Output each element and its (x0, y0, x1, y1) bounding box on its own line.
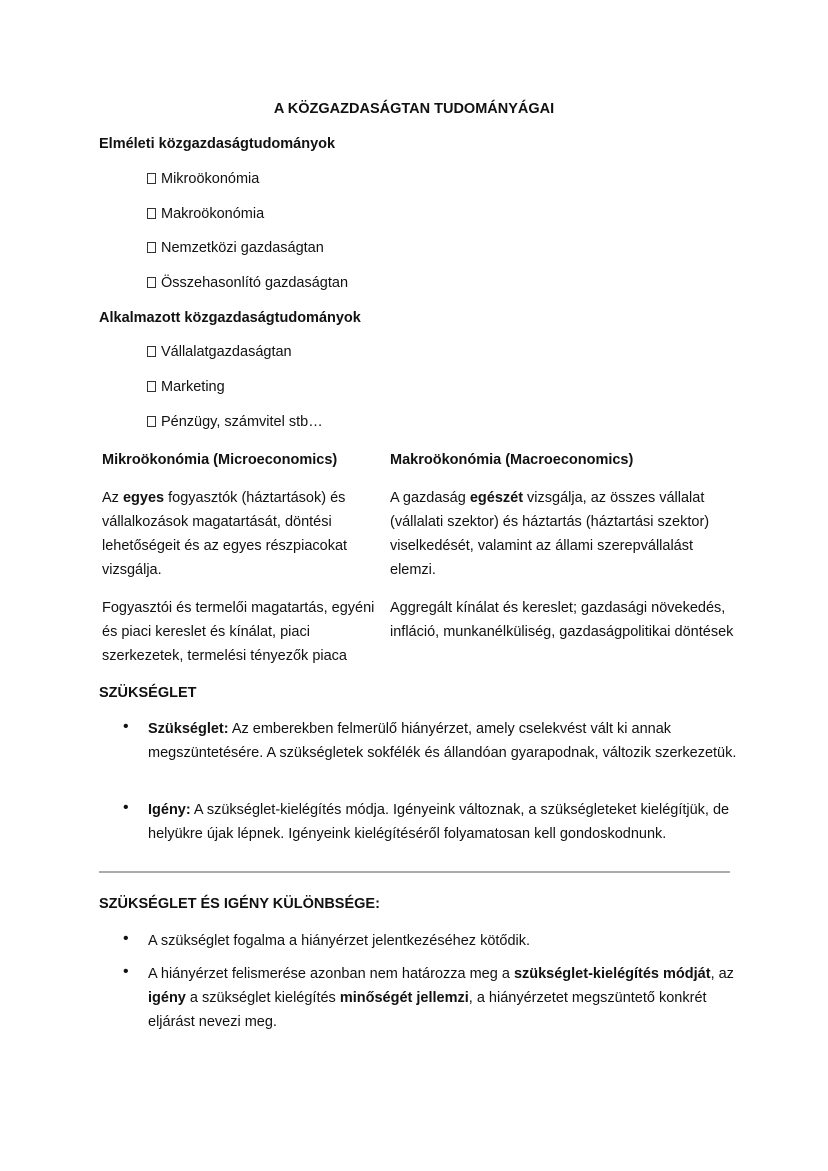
micro-topics: Fogyasztói és termelői magatartás, egyéni és piaci kereslet és kínálat, piaci szerkezetek, termelési tényezők piaca (102, 600, 375, 664)
page-title: A KÖZGAZDASÁGTAN TUDOMÁNYÁGAI (273, 101, 555, 117)
list-item: Marketing (147, 379, 225, 395)
missing-glyph-icon (147, 242, 156, 253)
list-item: Igény: A szükséglet-kielégítés módja. Igényeink változnak, a szükségleteket kielégítjük, de helyükre újak lépnek. Igényeink kielégítéséről folyamatosan kell gondoskodnunk. (148, 802, 730, 842)
macro-description: A gazdaság egészét vizsgálja, az összes vállalat (vállalati szektor) és háztartás (háztartási szektor) viselkedését, valamint az állami szerepvállalást elemzi. (390, 490, 710, 578)
missing-glyph-icon (147, 346, 156, 357)
applied-heading: Alkalmazott közgazdaságtudományok (99, 310, 361, 326)
list-item: Nemzetközi gazdaságtan (147, 240, 324, 256)
list-item: Pénzügy, számvitel stb… (147, 414, 323, 430)
micro-description: Az egyes fogyasztók (háztartások) és vállalkozások magatartását, döntési lehetőségeit és az egyes részpiacokat vizsgálja. (102, 490, 348, 578)
missing-glyph-icon (147, 381, 156, 392)
macro-topics: Aggregált kínálat és kereslet; gazdasági növekedés, infláció, munkanélküliség, gazdaságpolitikai döntések (390, 600, 734, 640)
list-item: Összehasonlító gazdaságtan (147, 275, 348, 291)
bullet-icon: • (123, 930, 129, 947)
bullet-icon: • (123, 799, 129, 816)
need-heading: SZÜKSÉGLET (99, 685, 197, 701)
missing-glyph-icon (147, 173, 156, 184)
theoretical-heading: Elméleti közgazdaságtudományok (99, 136, 336, 152)
bullet-icon: • (123, 963, 129, 980)
list-item: Mikroökonómia (147, 171, 259, 187)
list-item: Szükséglet: Az emberekben felmerülő hiányérzet, amely cselekvést vált ki annak megszüntetésére. A szükségletek sokfélék és állandóan gyarapodnak, változik szerkezetük. (148, 721, 737, 761)
list-item: A hiányérzet felismerése azonban nem határozza meg a szükséglet-kielégítés módját, az igény a szükséglet kielégítés minőségét jellemzi, a hiányérzetet megszüntető konkrét eljárást nevezi meg. (148, 966, 734, 1030)
missing-glyph-icon (147, 416, 156, 427)
list-item: Vállalatgazdaságtan (147, 344, 292, 360)
missing-glyph-icon (147, 208, 156, 219)
missing-glyph-icon (147, 277, 156, 288)
bullet-icon: • (123, 718, 129, 735)
horizontal-divider (99, 871, 730, 873)
difference-heading: SZÜKSÉGLET ÉS IGÉNY KÜLÖNBSÉGE: (99, 896, 380, 912)
list-item: Makroökonómia (147, 206, 264, 222)
macro-heading: Makroökonómia (Macroeconomics) (390, 452, 634, 468)
micro-heading: Mikroökonómia (Microeconomics) (102, 452, 338, 468)
list-item: A szükséglet fogalma a hiányérzet jelentkezéséhez kötődik. (148, 933, 531, 949)
